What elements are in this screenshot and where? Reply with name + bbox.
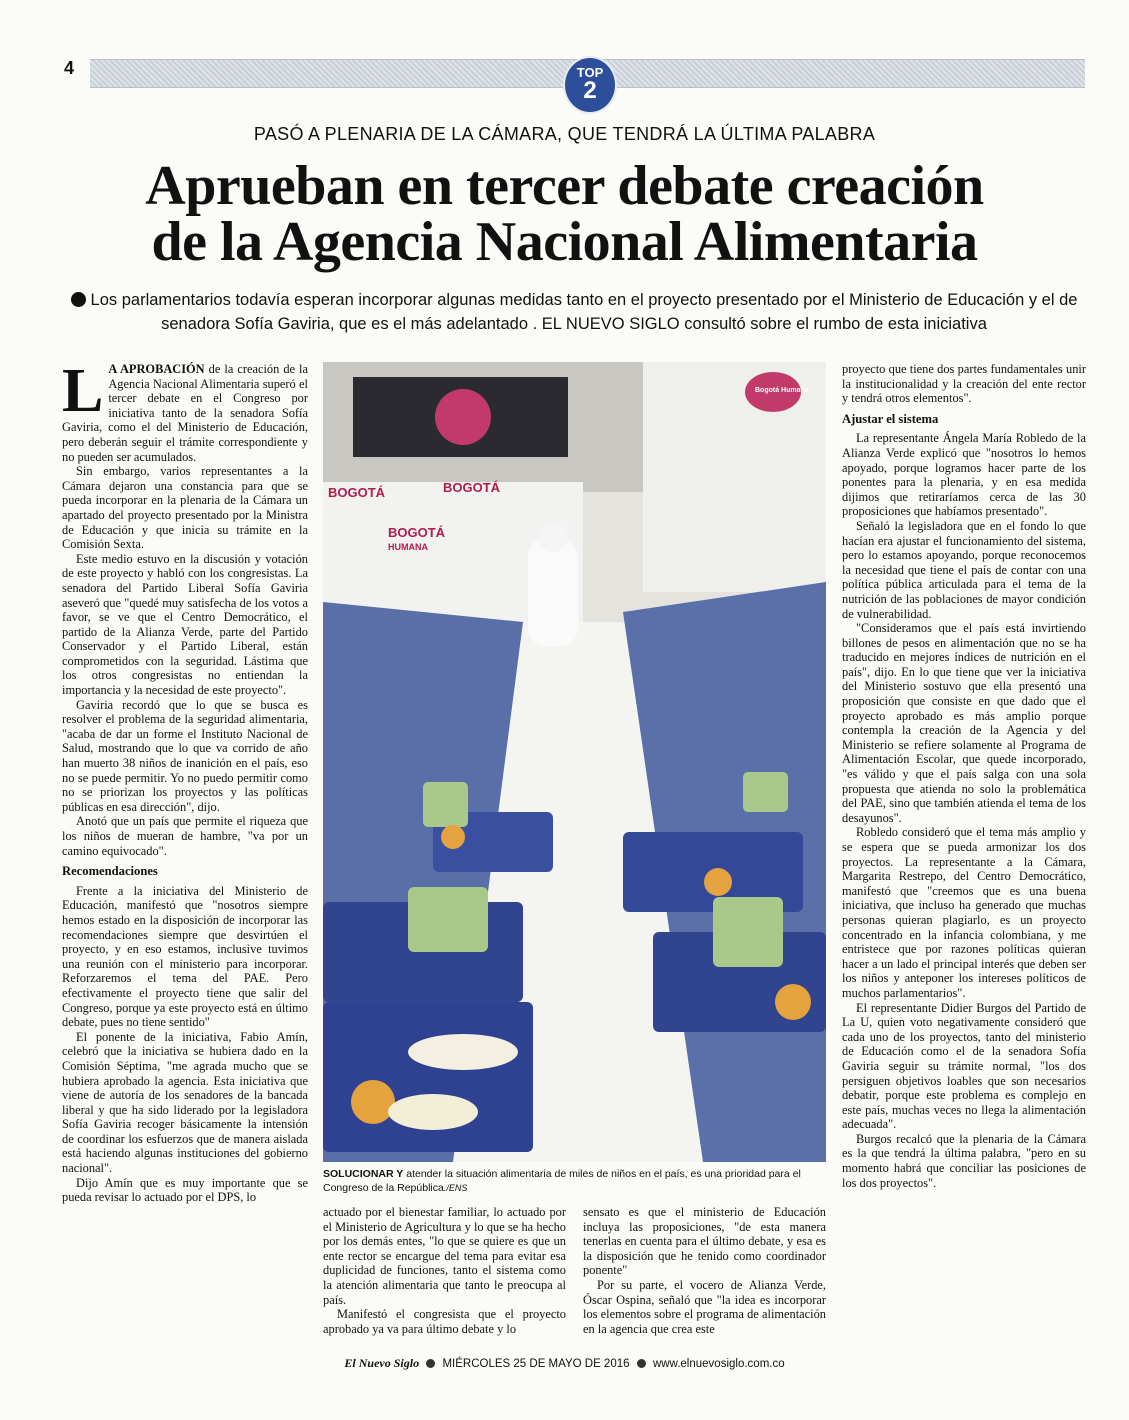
paragraph: Dijo Amín que es muy importante que se pueda revisar lo actuado por el DPS, lo (62, 1175, 308, 1205)
article-photo (323, 362, 826, 1162)
paragraph: El ponente de la iniciativa, Fabio Amín, celebró que la iniciativa se hubiera dado en la Comisión Séptima, "me agrada mucho que se hubiera aprobado la agencia. Esta iniciativa que viene de autoría de los senadores de la bancada liberal y que ha sido liderado por la legisladora Sofía Gaviria recoger básicamente la intensión de coordinar los esfuerzos que de manera aislada está haciendo algunas instituciones del gobierno nacional". (62, 1029, 308, 1176)
headline-line-1: Aprueban en tercer debate creación (145, 155, 984, 217)
banner-text-1: BOGOTÁ (328, 485, 386, 500)
lead-paragraph (62, 357, 308, 464)
bullet-icon (426, 1359, 435, 1368)
kicker: PASÓ A PLENARIA DE LA CÁMARA, QUE TENDRÁ LA ÚLTIMA PALABRA (253, 124, 876, 144)
paragraph: sensato es que el ministerio de Educación incluya las proposiciones, "de esta manera tenerlas en cuenta para el último debate, y esa es la disposición que he tenido como coordinador ponente" (583, 1205, 826, 1278)
newspaper-logo: El Nuevo Siglo (344, 1356, 420, 1370)
paragraph: Gaviria recordó que lo que se busca es resolver el problema de la seguridad alimentaria, "acaba de dar un forme el Instituto Nacional de Salud, mostrando que lo que va corrido de año han muerto 38 niños de inanición en el país, eso no se puede permitir. Yo no puedo permitir como no se priorizan los proyectos y las políticas públicas en esa dirección", dijo. (62, 697, 308, 814)
paragraph: Por su parte, el vocero de Alianza Verde, Óscar Ospina, señaló que "la idea es incorporar los elementos sobre el programa de alimentación en la agencia que crea este (583, 1277, 826, 1336)
article-column-2 (323, 1205, 566, 1336)
top-badge-label: TOP (576, 65, 604, 80)
section-heading: Ajustar el sistema (842, 411, 939, 426)
photo-credit: ./ENS (443, 1183, 468, 1193)
footer-date: MIÉRCOLES 25 DE MAYO DE 2016 (442, 1358, 630, 1370)
headline-line-2: de la Agencia Nacional Alimentaria (151, 211, 978, 273)
paragraph: La representante Ángela María Robledo de la Alianza Verde explicó que "nosotros lo hemos apoyado, porque logramos hacer parte de los ponentes para la plenaria, y en esa medida dijimos que retiraríamos cerca de las 30 proposiciones que habíamos presentado". (842, 431, 1086, 519)
article-column-3 (583, 1205, 826, 1336)
banner-text-3: BOGOTÁ (388, 525, 446, 540)
photo-illustration (323, 362, 826, 1162)
lead-text: de la creación de la Agencia Nacional Alimentaria superó el tercer debate en el Congreso por iniciativa tanto de la senadora Sofía Gaviria, como el del Ministerio de Educación, pero deberán seguir el trámite correspondiente y no pueden ser acumulados. (62, 362, 308, 464)
footer-url[interactable]: www.elnuevosiglo.com.co (652, 1358, 785, 1370)
photo-caption (323, 1167, 826, 1195)
paragraph: Robledo consideró que el tema más amplio y se espera que se pueda armonizar los dos proyectos. La representante a la Cámara, Margarita Restrepo, del Centro Democrático, manifestó que "creemos que es una buena iniciativa, que incluso ha generado que muchas personas quieran plagiarlo, es un proyecto concentrado en la infancia colombiana, y me entristece que por razones políticas quieran hacer a un lado el principal interés que deben ser los niños y anteponer los intereses políticos de muchos parlamentarios". (842, 825, 1086, 1000)
drop-cap: L (62, 357, 104, 425)
paragraph: Frente a la iniciativa del Ministerio de Educación, manifestó que "nosotros siempre hemos estado en la disposición de incorporar las recomendaciones siempre que desvirtúen el proyecto, y en eso estamos, inclusive tuvimos una reunión con el ministerio para incorporar. Reforzaremos el tema del PAE. Pero efectivamente el proyecto tiene que salir del Congreso, porque ya este proyecto está en último debate, pues no tiene sentido" (62, 883, 308, 1030)
paragraph: proyecto que tiene dos partes fundamentales unir la institucionalidad y la creación del ente rector y tendrá otros elementos". (842, 362, 1086, 406)
page-number: 4 (64, 58, 75, 78)
paragraph: Burgos recalcó que la plenaria de la Cámara es la que tendrá la última palabra, "pero en su momento habrá que conciliar las posiciones de los dos proyectos". (842, 1131, 1086, 1190)
bullet-icon (637, 1359, 646, 1368)
paragraph: Sin embargo, varios representantes a la Cámara dejaron una constancia para que se pueda incorporar en la plenaria de la Cámara un apartado del proyecto presentado por la Ministra de Educación y que inicia su trámite en la Comisión Sexta. (62, 464, 308, 552)
paragraph: Anotó que un país que permite el riqueza que los niños de mueran de hambre, "va por un camino equivocado". (62, 814, 308, 858)
paragraph: Manifestó el congresista que el proyecto aprobado ya va para último debate y lo (323, 1307, 566, 1336)
paragraph: actuado por el bienestar familiar, lo actuado por el Ministerio de Agricultura y lo que se ha hecho por los demás entes, "lo que se quiere es que un ente rector se encargue del tema para evitar esa duplicidad de funciones, tanto el sistema como la atención alimentaria que tanto le preocupa al país. (323, 1205, 566, 1307)
top-badge (565, 58, 615, 112)
article-column-4 (842, 362, 1086, 1190)
top-badge-number: 2 (583, 77, 597, 104)
lead-caps: A APROBACIÓN (108, 362, 205, 376)
caption-lead: SOLUCIONAR Y (323, 1168, 404, 1180)
headline (0, 155, 1129, 273)
bullet-icon (71, 292, 86, 307)
page-footer (0, 1356, 1129, 1371)
section-heading: Recomendaciones (62, 864, 158, 879)
paragraph: El representante Didier Burgos del Partido de La U, quien voto negativamente consideró que cada uno de los proyectos, tanto del ministerio de Educación como el de la senadora Sofía Gaviria seguir su trámite normal, "los dos persiguen objetivos loables que son necesarios debatir, porque este problema es complejo en este país, muchas veces no llega la alimentación adecuada". (842, 1000, 1086, 1132)
article-column-1 (62, 357, 308, 1205)
subheadline-text: Los parlamentarios todavía esperan incorporar algunas medidas tanto en el proyecto presentado por el Ministerio de Educación y el de senadora Sofía Gaviria, que es el más adelantado . EL NUEVO SIGLO consultó sobre el rumbo de esta iniciativa (90, 291, 1078, 333)
subheadline (62, 288, 1086, 336)
caption-text: atender la situación alimentaria de miles de niños en el país, es una prioridad para el Congreso de la República (323, 1168, 801, 1194)
poster-text: Bogotá Humana (755, 387, 809, 394)
paragraph: Este medio estuvo en la discusión y votación de este proyecto y habló con los congresistas. La senadora del Partido Liberal Sofía Gaviria aseveró que "quedé muy satisfecha de los votos a favor, se ve que el Centro Democrático, el partido de la Alianza Verde, parte del Partido Conservador y el Partido Liberal, están comprometidos con la seguridad. Lástima que los otros congresistas no entiendan la importancia y la necesidad de este proyecto". (62, 551, 308, 698)
paragraph: "Consideramos que el país está invirtiendo billones de pesos en alimentación que no se ha traducido en mejores índices de nutrición en el país", dijo. En lo que tiene que ver la iniciativa del Ministerio sostuvo que ella presentó una proposición que consiste en que dado que el proyecto aprobado es más amplio porque contempla la creación de la Agencia y del Ministerio se refiere solamente al Programa de Alimentación Escolar, que quede incorporado, "es válido y que el país salga con una sola propuesta que atienda no solo la problemática del PAE, sino que también atienda el tema de los desayunos". (842, 621, 1086, 825)
banner-text-2: BOGOTÁ (443, 480, 501, 495)
paragraph: Señaló la legisladora que en el fondo lo que hacían era ajustar el funcionamiento del sistema, pero lo estamos apoyando, porque reconocemos la necesidad que tiene el país de contar con una política pública articulada para el tema de la nutrición de las poblaciones de mayor condición de vulnerabilidad. (842, 518, 1086, 621)
banner-text-3b: HUMANA (388, 542, 428, 552)
